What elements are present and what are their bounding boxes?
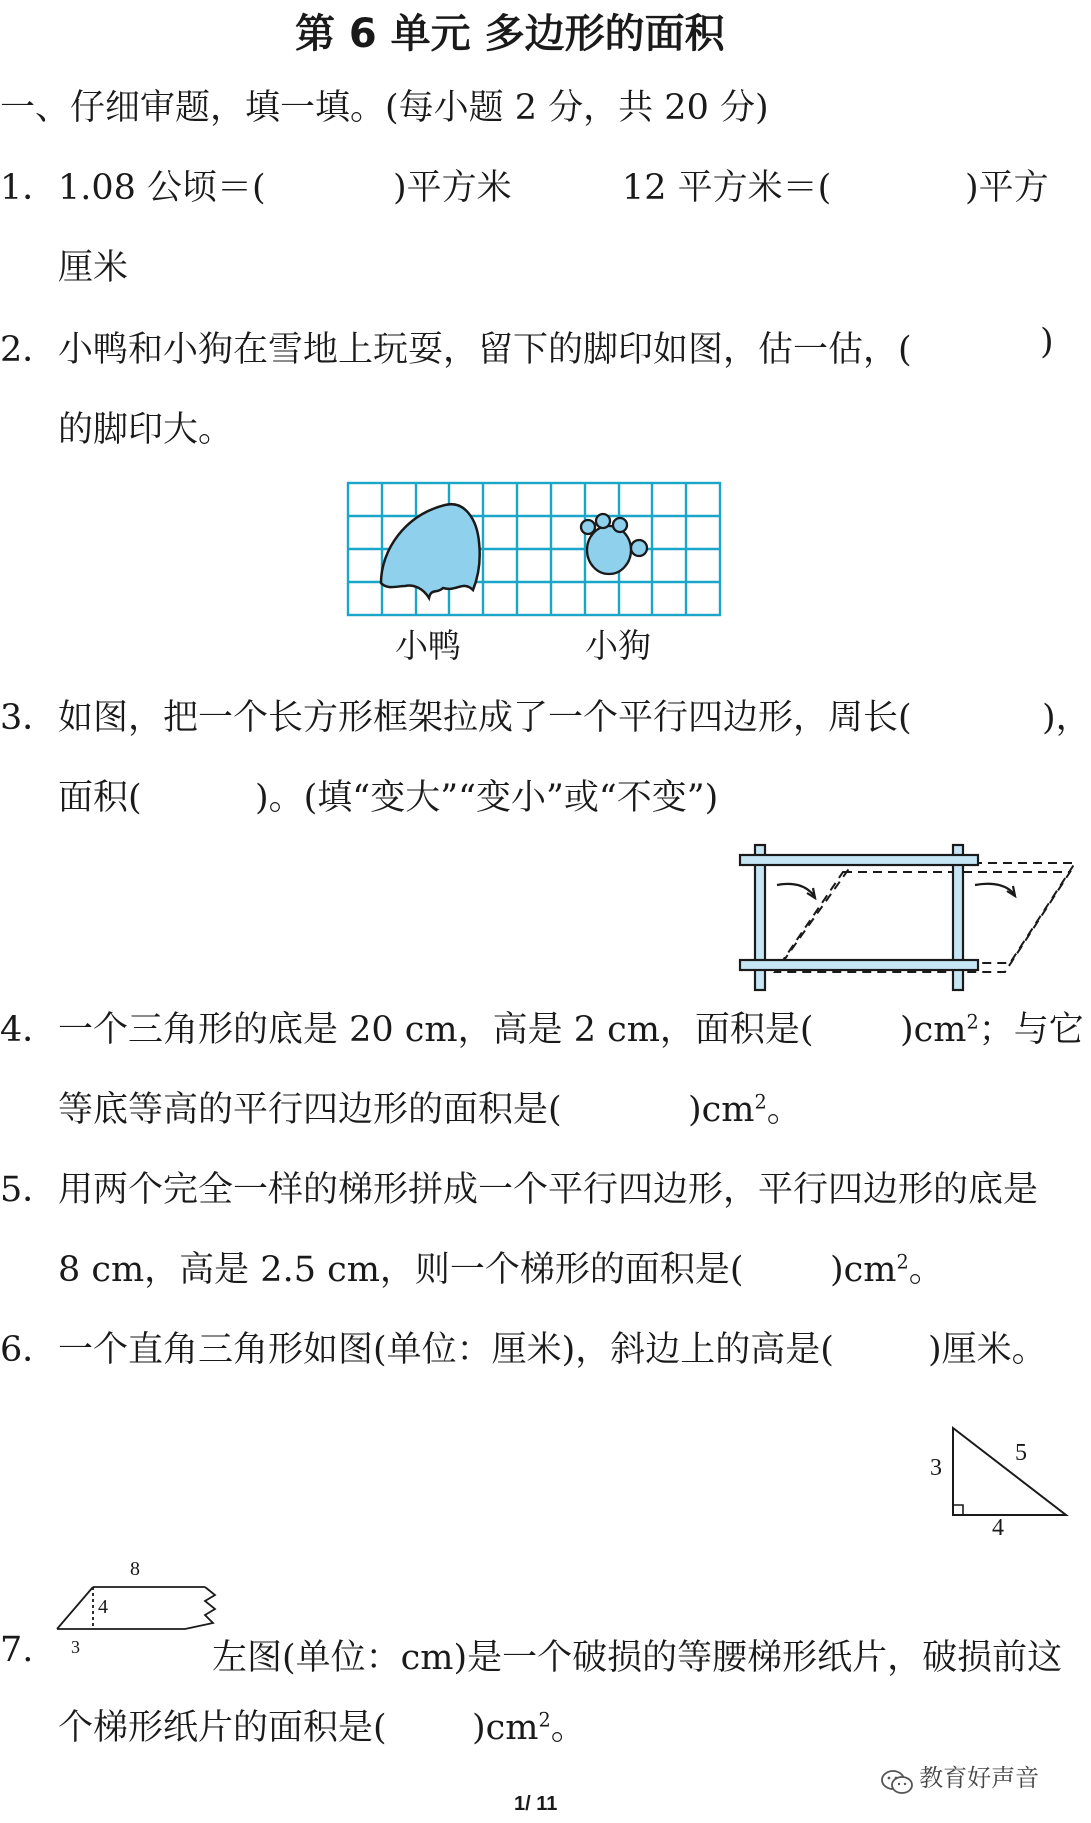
- q6-number: 6．: [0, 1330, 58, 1370]
- q3-number: 3．: [0, 698, 58, 738]
- wechat-icon: [880, 1768, 914, 1796]
- trapezoid-height-label: 4: [98, 1596, 108, 1618]
- rectangle-frame: [740, 845, 978, 990]
- triangle-shape: [953, 1428, 1066, 1515]
- torn-edge: [185, 1587, 215, 1629]
- q1-part-c: 12 平方米＝(: [622, 168, 832, 208]
- q3-part-a: 如图，把一个长方形框架拉成了一个平行四边形，周长(: [58, 698, 912, 738]
- q5-part-b: 8 cm，高是 2.5 cm，则一个梯形的面积是(: [58, 1250, 744, 1290]
- q2-number: 2．: [0, 330, 58, 370]
- watermark-text: 教育好声音: [919, 1764, 1040, 1792]
- dog-footprint: [581, 514, 647, 574]
- page-title: 第 6 单元 多边形的面积: [295, 11, 725, 57]
- q7-part-c: )$cm^2$。: [472, 1708, 586, 1748]
- duck-label: 小鸭: [395, 626, 461, 665]
- q4-number: 4．: [0, 1010, 58, 1050]
- duck-footprint: [381, 504, 480, 598]
- q7-part-a: 左图(单位：cm)是一个破损的等腰梯形纸片，破损前这: [212, 1638, 1063, 1678]
- q6-part-a: 一个直角三角形如图(单位：厘米)，斜边上的高是(: [58, 1330, 834, 1370]
- q3-part-d: )。(填“变大”“变小”或“不变”): [255, 778, 719, 818]
- q2-part-c: 的脚印大。: [58, 410, 234, 450]
- dog-label: 小狗: [585, 626, 651, 665]
- q5-part-c: )$cm^2$。: [830, 1250, 944, 1290]
- trapezoid-top-label: 8: [130, 1558, 140, 1580]
- q1-part-b: )平方米: [393, 168, 512, 208]
- q5-part-a: 用两个完全一样的梯形拼成一个平行四边形，平行四边形的底是: [58, 1170, 1039, 1210]
- q1-number: 1．: [0, 168, 58, 208]
- watermark: [880, 1758, 1039, 1796]
- right-angle-mark: [953, 1505, 963, 1515]
- q1-part-e: 厘米: [58, 248, 129, 288]
- footprint-grid-figure: [345, 480, 725, 620]
- q7-number: 7.: [0, 1630, 34, 1670]
- q2-part-a: 小鸭和小狗在雪地上玩耍，留下的脚印如图，估一估，(: [58, 330, 912, 370]
- triangle-side-bottom: 4: [992, 1515, 1004, 1541]
- page-number: 1/ 11: [514, 1793, 558, 1815]
- dashed-parallelogram: [775, 863, 1075, 972]
- q3-part-b: )，: [1042, 698, 1091, 738]
- q4-part-a: 一个三角形的底是 20 cm，高是 2 cm，面积是(: [58, 1010, 814, 1050]
- q7-part-b: 个梯形纸片的面积是(: [58, 1708, 387, 1748]
- triangle-side-left: 3: [930, 1455, 942, 1481]
- q3-part-c: 面积(: [58, 778, 142, 818]
- frame-figure: [735, 835, 1080, 990]
- q1-part-d: )平方: [965, 168, 1049, 208]
- q4-part-e: )$cm^2$。: [688, 1090, 802, 1130]
- arrow-icon: [777, 884, 1015, 898]
- q5-number: 5．: [0, 1170, 58, 1210]
- q6-part-b: )厘米。: [928, 1330, 1047, 1370]
- triangle-side-hyp: 5: [1015, 1440, 1027, 1466]
- q4-part-d: 等底等高的平行四边形的面积是(: [58, 1090, 562, 1130]
- trapezoid-offset-label: 3: [71, 1637, 80, 1657]
- q4-part-b: )$cm^2$；与它: [900, 1010, 1084, 1050]
- q2-part-b: ): [1040, 322, 1054, 362]
- section-heading: 一、仔细审题，填一填。(每小题 2 分，共 20 分): [0, 88, 769, 128]
- q1-part-a: 1.08 公顷＝(: [58, 168, 266, 208]
